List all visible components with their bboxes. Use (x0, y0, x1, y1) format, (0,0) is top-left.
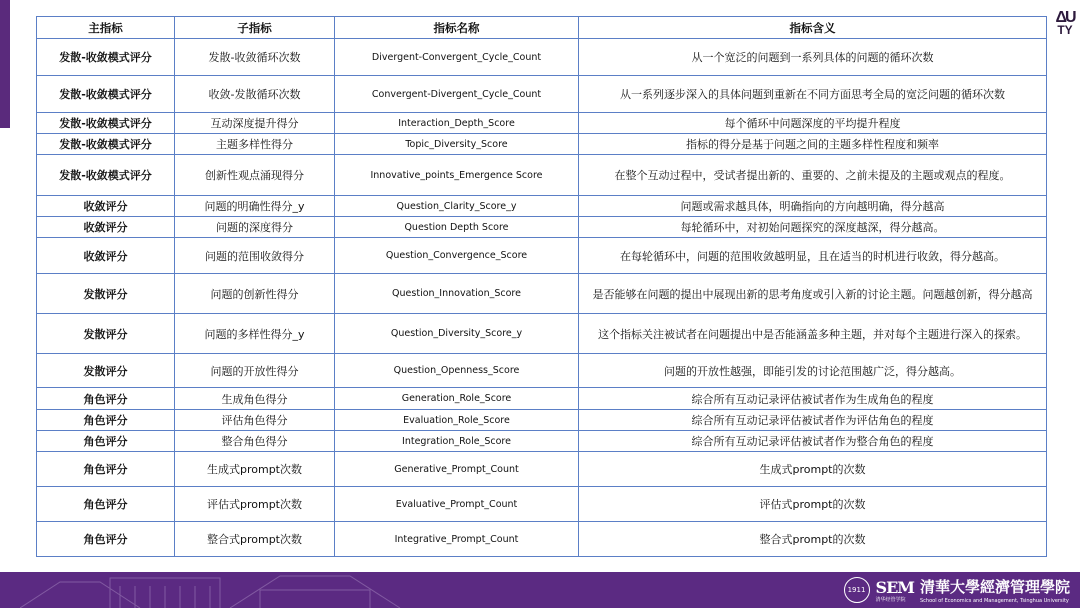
cell-metric-meaning: 这个指标关注被试者在问题提出中是否能涵盖多种主题，并对每个主题进行深入的探索。 (579, 314, 1047, 354)
cell-sub-metric: 问题的范围收敛得分 (175, 238, 335, 274)
cell-main-metric: 角色评分 (37, 431, 175, 452)
cell-sub-metric: 问题的创新性得分 (175, 274, 335, 314)
cell-main-metric: 角色评分 (37, 410, 175, 431)
cell-sub-metric: 评估式prompt次数 (175, 487, 335, 522)
cell-metric-name: Generation_Role_Score (335, 388, 579, 410)
cell-main-metric: 角色评分 (37, 487, 175, 522)
cell-main-metric: 收敛评分 (37, 217, 175, 238)
header-metric-meaning: 指标含义 (579, 17, 1047, 39)
cell-main-metric: 发散-收敛模式评分 (37, 113, 175, 134)
cell-sub-metric: 主题多样性得分 (175, 134, 335, 155)
cell-metric-meaning: 在每轮循环中，问题的范围收敛越明显，且在适当的时机进行收敛，得分越高。 (579, 238, 1047, 274)
cell-sub-metric: 收敛-发散循环次数 (175, 76, 335, 113)
table-row (37, 487, 1047, 522)
metrics-table (36, 16, 1047, 557)
cell-sub-metric: 生成角色得分 (175, 388, 335, 410)
table-row (37, 76, 1047, 113)
cell-metric-meaning: 整合式prompt的次数 (579, 522, 1047, 557)
cell-main-metric: 发散-收敛模式评分 (37, 76, 175, 113)
cell-metric-meaning: 问题的开放性越强，即能引发的讨论范围越广泛，得分越高。 (579, 354, 1047, 388)
table-row (37, 274, 1047, 314)
cell-sub-metric: 互动深度提升得分 (175, 113, 335, 134)
cell-metric-meaning: 综合所有互动记录评估被试者作为评估角色的程度 (579, 410, 1047, 431)
school-logo (844, 576, 1070, 604)
metrics-table-body (37, 39, 1047, 557)
cell-main-metric: 发散评分 (37, 274, 175, 314)
cell-metric-name: Convergent-Divergent_Cycle_Count (335, 76, 579, 113)
cell-metric-meaning: 综合所有互动记录评估被试者作为整合角色的程度 (579, 431, 1047, 452)
table-row (37, 354, 1047, 388)
cell-metric-meaning: 评估式prompt的次数 (579, 487, 1047, 522)
cell-metric-meaning: 每轮循环中，对初始问题探究的深度越深，得分越高。 (579, 217, 1047, 238)
school-name-cn: 清華大學經濟管理學院 (919, 578, 1070, 596)
cell-metric-name: Question Depth Score (335, 217, 579, 238)
cell-sub-metric: 问题的深度得分 (175, 217, 335, 238)
cell-metric-name: Integrative_Prompt_Count (335, 522, 579, 557)
cell-sub-metric: 整合角色得分 (175, 431, 335, 452)
university-seal-icon (844, 577, 870, 603)
cell-metric-meaning: 生成式prompt的次数 (579, 452, 1047, 487)
cell-metric-meaning: 在整个互动过程中，受试者提出新的、重要的、之前未提及的主题或观点的程度。 (579, 155, 1047, 196)
left-accent-bar (0, 0, 10, 128)
table-row (37, 522, 1047, 557)
cell-metric-meaning: 指标的得分是基于问题之间的主题多样性程度和频率 (579, 134, 1047, 155)
cell-metric-meaning: 问题或需求越具体，明确指向的方向越明确，得分越高 (579, 196, 1047, 217)
cell-sub-metric: 生成式prompt次数 (175, 452, 335, 487)
header-main-metric: 主指标 (37, 17, 175, 39)
cell-main-metric: 发散评分 (37, 314, 175, 354)
sem-logo-subtext: 清华经管学院 (875, 596, 906, 603)
cell-main-metric: 角色评分 (37, 522, 175, 557)
table-row (37, 217, 1047, 238)
footer-bar (0, 572, 1080, 608)
corner-logo-text: TY (1057, 23, 1073, 37)
seal-text: 1911 (847, 586, 866, 594)
cell-main-metric: 收敛评分 (37, 196, 175, 217)
campus-building-sketch (20, 572, 440, 608)
table-row (37, 410, 1047, 431)
corner-logo-mark: ΔU (1055, 9, 1075, 26)
cell-metric-name: Divergent-Convergent_Cycle_Count (335, 39, 579, 76)
table-row (37, 314, 1047, 354)
cell-metric-name: Question_Clarity_Score_y (335, 196, 579, 217)
table-row (37, 388, 1047, 410)
cell-metric-name: Topic_Diversity_Score (335, 134, 579, 155)
cell-metric-name: Question_Innovation_Score (335, 274, 579, 314)
table-row (37, 431, 1047, 452)
cell-sub-metric: 问题的明确性得分_y (175, 196, 335, 217)
cell-main-metric: 发散-收敛模式评分 (37, 134, 175, 155)
table-row (37, 238, 1047, 274)
cell-main-metric: 收敛评分 (37, 238, 175, 274)
cell-sub-metric: 整合式prompt次数 (175, 522, 335, 557)
cell-metric-meaning: 综合所有互动记录评估被试者作为生成角色的程度 (579, 388, 1047, 410)
table-row (37, 196, 1047, 217)
cell-metric-name: Interaction_Depth_Score (335, 113, 579, 134)
sem-logo-text: SEM (875, 577, 914, 597)
cell-metric-name: Question_Openness_Score (335, 354, 579, 388)
cell-sub-metric: 发散-收敛循环次数 (175, 39, 335, 76)
cell-metric-name: Integration_Role_Score (335, 431, 579, 452)
cell-metric-meaning: 每个循环中问题深度的平均提升程度 (579, 113, 1047, 134)
cell-metric-name: Evaluation_Role_Score (335, 410, 579, 431)
cell-sub-metric: 创新性观点涌现得分 (175, 155, 335, 196)
cell-main-metric: 发散-收敛模式评分 (37, 155, 175, 196)
table-row (37, 39, 1047, 76)
cell-metric-name: Evaluative_Prompt_Count (335, 487, 579, 522)
cell-metric-name: Question_Diversity_Score_y (335, 314, 579, 354)
header-sub-metric: 子指标 (175, 17, 335, 39)
cell-main-metric: 角色评分 (37, 388, 175, 410)
cell-metric-meaning: 是否能够在问题的提出中展现出新的思考角度或引入新的讨论主题。问题越创新，得分越高 (579, 274, 1047, 314)
cell-metric-name: Generative_Prompt_Count (335, 452, 579, 487)
corner-logo (1052, 9, 1078, 37)
table-row (37, 113, 1047, 134)
header-metric-name: 指标名称 (335, 17, 579, 39)
table-row (37, 452, 1047, 487)
cell-sub-metric: 问题的多样性得分_y (175, 314, 335, 354)
cell-main-metric: 发散-收敛模式评分 (37, 39, 175, 76)
table-header-row (37, 17, 1047, 39)
cell-metric-name: Question_Convergence_Score (335, 238, 579, 274)
cell-metric-meaning: 从一个宽泛的问题到一系列具体的问题的循环次数 (579, 39, 1047, 76)
cell-main-metric: 角色评分 (37, 452, 175, 487)
cell-main-metric: 发散评分 (37, 354, 175, 388)
cell-sub-metric: 问题的开放性得分 (175, 354, 335, 388)
school-name-en: School of Economics and Management, Tsinghua University (919, 598, 1069, 604)
table-row (37, 155, 1047, 196)
table-row (37, 134, 1047, 155)
cell-metric-name: Innovative_points_Emergence Score (335, 155, 579, 196)
cell-sub-metric: 评估角色得分 (175, 410, 335, 431)
cell-metric-meaning: 从一系列逐步深入的具体问题到重新在不同方面思考全局的宽泛问题的循环次数 (579, 76, 1047, 113)
